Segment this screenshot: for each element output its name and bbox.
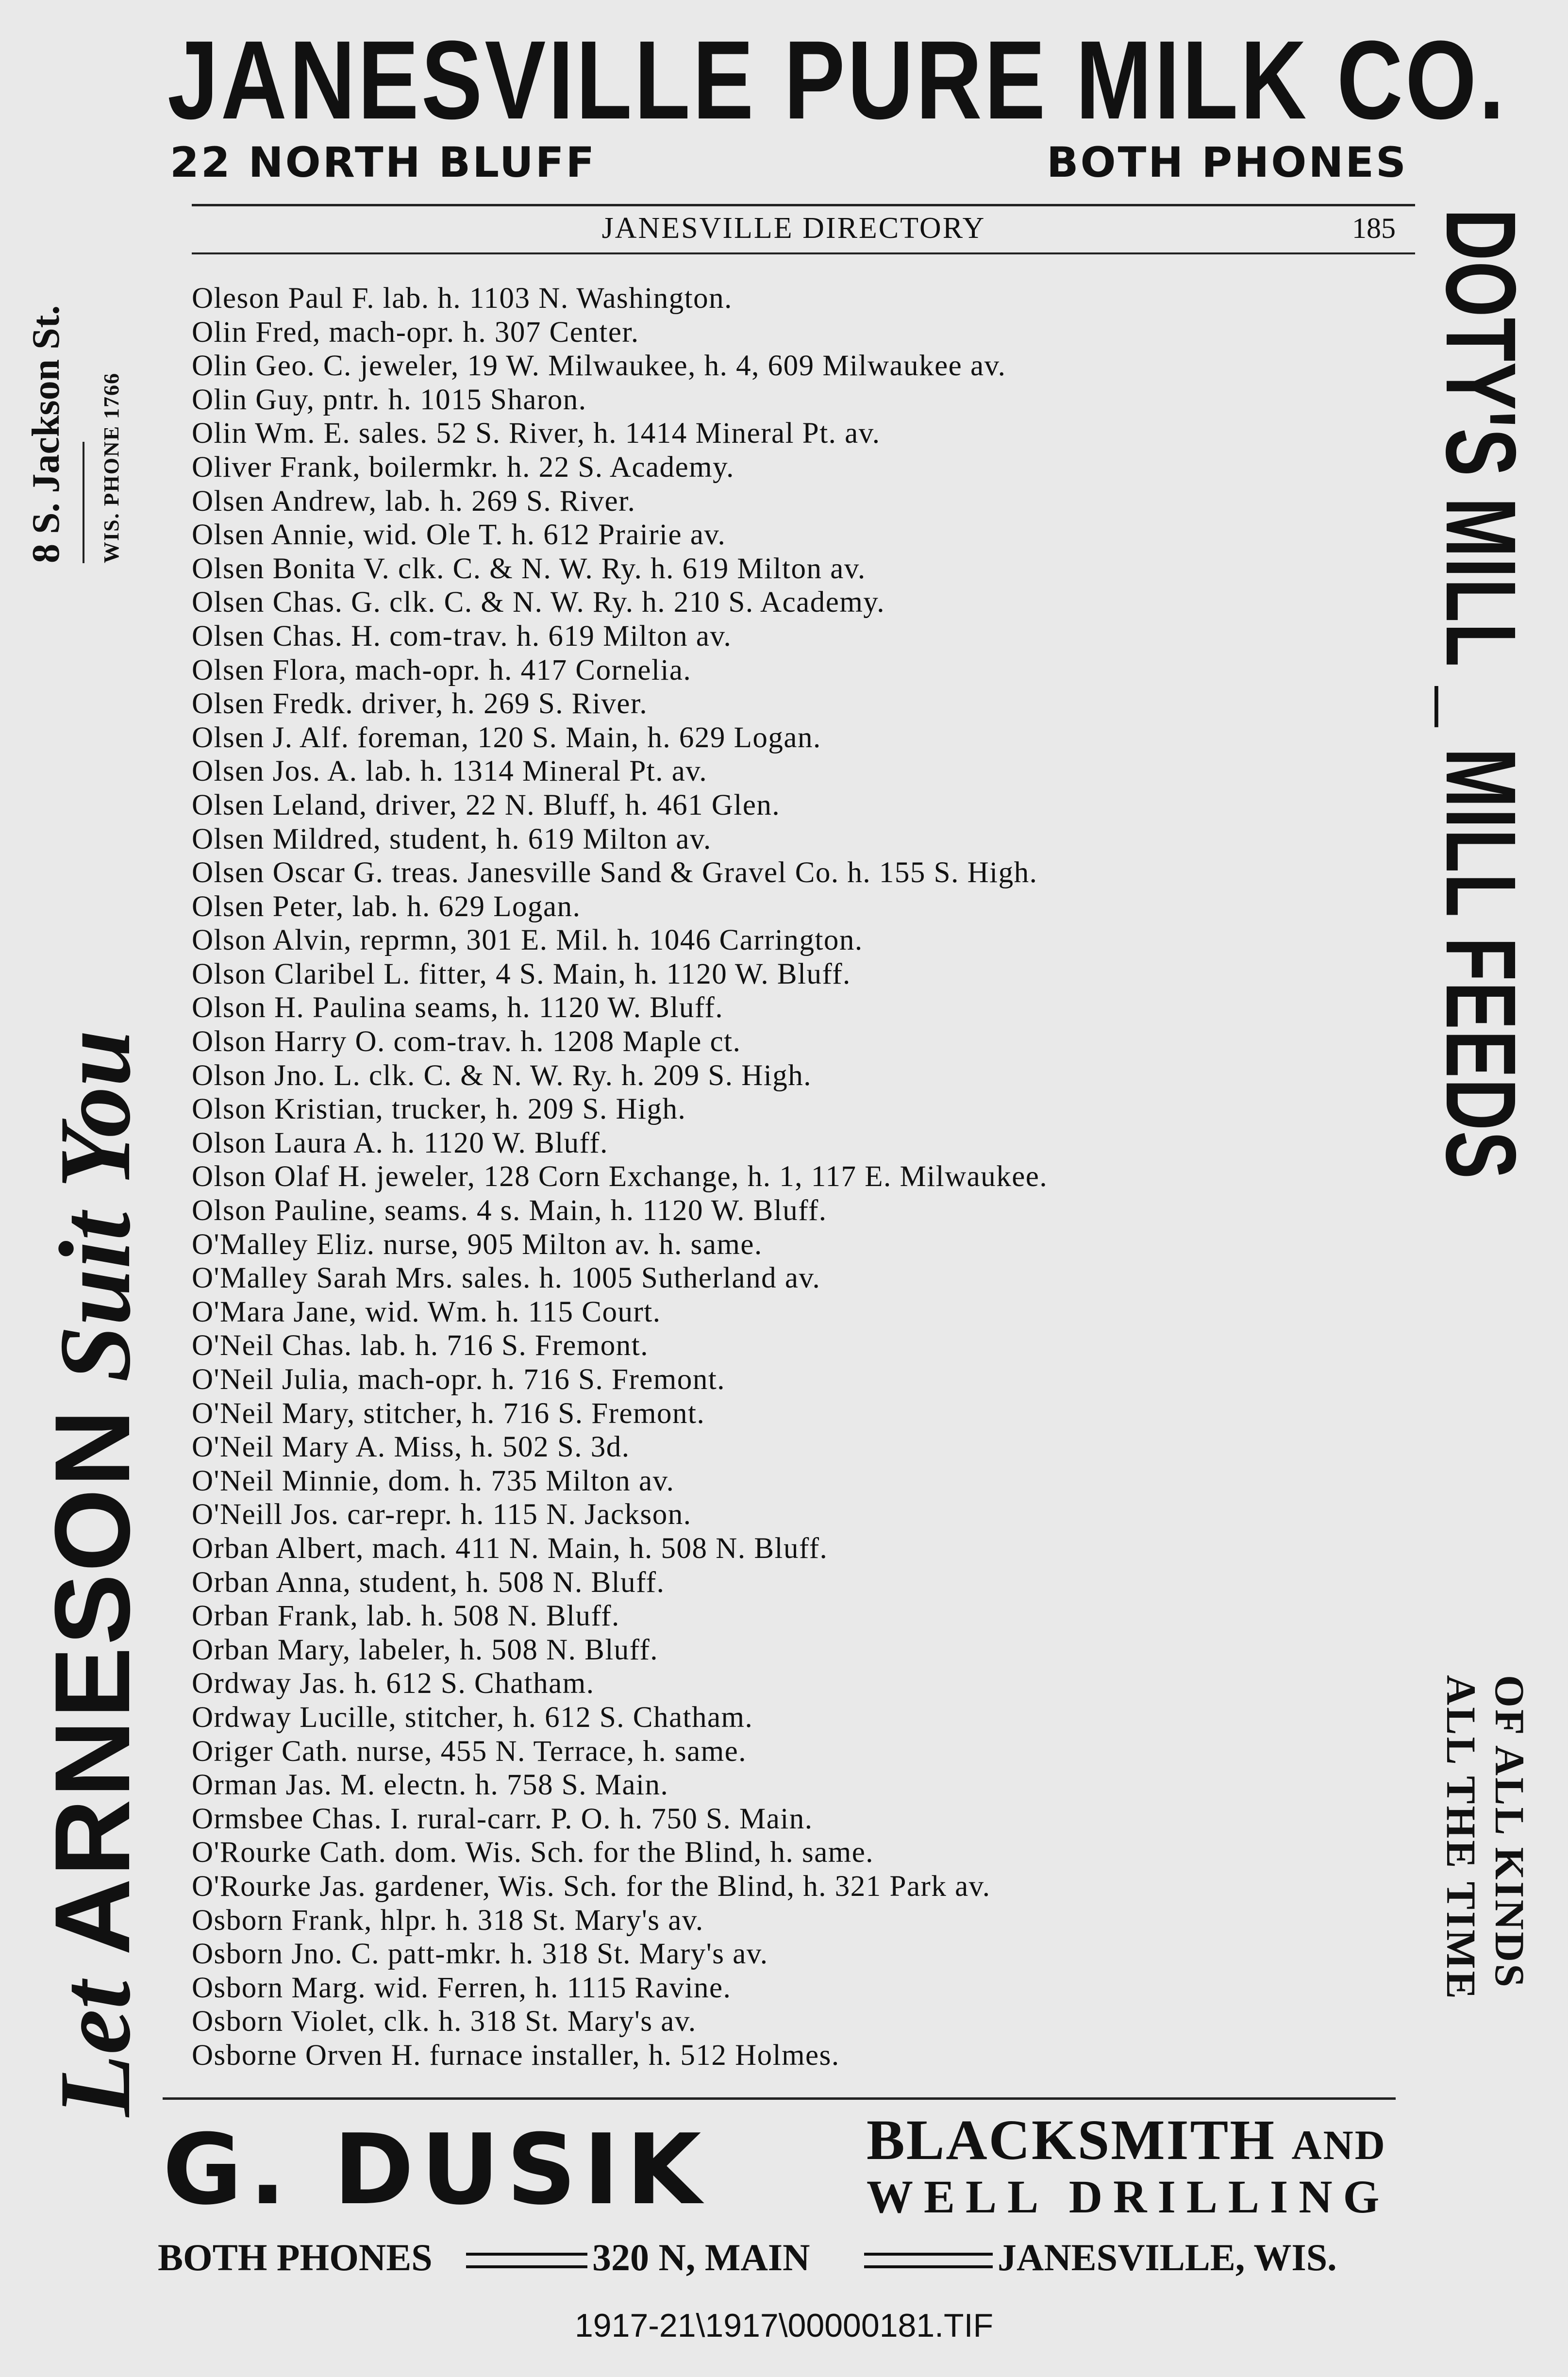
directory-entry: Osborn Violet, clk. h. 318 St. Mary's av. (192, 2005, 697, 2038)
header-rule-top (192, 204, 1415, 206)
left-ad-let: Let (39, 1981, 151, 2117)
directory-entry: O'Rourke Jas. gardener, Wis. Sch. for the Blind, h. 321 Park av. (192, 1870, 991, 1903)
directory-entries (192, 282, 1405, 2072)
bottom-ad-city: JANESVILLE, WIS. (998, 2236, 1337, 2278)
directory-entry: Olsen Bonita V. clk. C. & N. W. Ry. h. 619 Milton av. (192, 552, 866, 585)
bottom-ad-blacksmith: BLACKSMITH (867, 2108, 1276, 2172)
directory-entry: Olin Wm. E. sales. 52 S. River, h. 1414 Mineral Pt. av. (192, 417, 881, 450)
directory-entry: Olsen Leland, driver, 22 N. Bluff, h. 461 Glen. (192, 788, 781, 821)
bottom-ad-and: AND (1291, 2122, 1386, 2168)
directory-entry: Ordway Lucille, stitcher, h. 612 S. Chatham. (192, 1701, 753, 1734)
directory-entry: Olsen Chas. G. clk. C. & N. W. Ry. h. 210 S. Academy. (192, 586, 885, 619)
directory-entry: Orman Jas. M. electn. h. 758 S. Main. (192, 1769, 669, 1802)
directory-title: JANESVILLE DIRECTORY (601, 212, 986, 245)
directory-entry: Olson Kristian, trucker, h. 209 S. High. (192, 1093, 686, 1126)
footer-double-rule-2 (864, 2253, 993, 2268)
directory-entry: Olson Jno. L. clk. C. & N. W. Ry. h. 209 S. High. (192, 1059, 812, 1092)
directory-entry: Orban Frank, lab. h. 508 N. Bluff. (192, 1600, 620, 1633)
directory-entry: Olsen Oscar G. treas. Janesville Sand & Gravel Co. h. 155 S. High. (192, 856, 1038, 889)
bottom-ad-phones: BOTH PHONES (158, 2236, 433, 2278)
top-ad-address: 22 NORTH BLUFF (170, 138, 597, 187)
footer-rule (163, 2097, 1396, 2100)
directory-entry: O'Neil Mary A. Miss, h. 502 S. 3d. (192, 1431, 630, 1464)
directory-entry: Olin Geo. C. jeweler, 19 W. Milwaukee, h. 4, 609 Milwaukee av. (192, 350, 1006, 383)
directory-entry: Oleson Paul F. lab. h. 1103 N. Washington. (192, 282, 733, 315)
directory-entry: Olin Fred, mach-opr. h. 307 Center. (192, 316, 639, 349)
directory-entry: Olson H. Paulina seams, h. 1120 W. Bluff. (192, 991, 724, 1024)
right-ad-main: DOTY'S MILL _ MILL FEEDS (1425, 209, 1536, 1180)
directory-entry: Olsen Flora, mach-opr. h. 417 Cornelia. (192, 653, 692, 686)
top-ad-phones: BOTH PHONES (1046, 138, 1408, 187)
left-ad-tagline: Suit You (39, 1030, 151, 1383)
directory-entry: O'Malley Eliz. nurse, 905 Milton av. h. same. (192, 1228, 763, 1261)
directory-entry: Olsen Jos. A. lab. h. 1314 Mineral Pt. av. (192, 755, 708, 788)
directory-entry: Ormsbee Chas. I. rural-carr. P. O. h. 750 S. Main. (192, 1802, 813, 1835)
directory-entry: Olson Claribel L. fitter, 4 S. Main, h. 1120 W. Bluff. (192, 957, 851, 990)
left-ad-name: ARNESON (33, 1407, 152, 1956)
file-caption: 1917-21\1917\00000181.TIF (574, 2307, 994, 2344)
directory-entry: Olsen Andrew, lab. h. 269 S. River. (192, 485, 636, 518)
directory-entry: Osborne Orven H. furnace installer, h. 512 Holmes. (192, 2039, 840, 2072)
directory-entry: Origer Cath. nurse, 455 N. Terrace, h. same. (192, 1735, 747, 1768)
directory-entry: Olin Guy, pntr. h. 1015 Sharon. (192, 383, 587, 416)
directory-entry: Orban Mary, labeler, h. 508 N. Bluff. (192, 1633, 659, 1666)
directory-entry: Osborn Frank, hlpr. h. 318 St. Mary's av. (192, 1904, 704, 1937)
directory-entry: Ordway Jas. h. 612 S. Chatham. (192, 1667, 595, 1700)
directory-entry: Olsen Chas. H. com-trav. h. 619 Milton av. (192, 619, 732, 653)
directory-entry: O'Neil Minnie, dom. h. 735 Milton av. (192, 1464, 675, 1497)
directory-entry: Olson Harry O. com-trav. h. 1208 Maple ct. (192, 1025, 741, 1058)
directory-entry: O'Neill Jos. car-repr. h. 115 N. Jackson. (192, 1498, 692, 1531)
bottom-ad-address: 320 N, MAIN (592, 2236, 810, 2278)
running-header (192, 209, 1396, 248)
directory-entry: O'Neil Mary, stitcher, h. 716 S. Fremont. (192, 1397, 705, 1430)
page-number: 185 (1352, 212, 1396, 244)
directory-entry: O'Malley Sarah Mrs. sales. h. 1005 Sutherland av. (192, 1262, 821, 1295)
directory-entry: O'Neil Julia, mach-opr. h. 716 S. Fremont. (192, 1363, 726, 1396)
directory-entry: Olsen Mildred, student, h. 619 Milton av. (192, 822, 712, 855)
directory-entry: Osborn Marg. wid. Ferren, h. 1115 Ravine. (192, 1971, 732, 2004)
left-ad-slogan (33, 1030, 152, 2117)
bottom-ad-name: G. DUSIK (163, 2113, 708, 2226)
directory-entry: Olson Alvin, reprmn, 301 E. Mil. h. 1046 Carrington. (192, 924, 863, 957)
directory-entry: O'Mara Jane, wid. Wm. h. 115 Court. (192, 1295, 661, 1328)
left-ad-phone: WIS. PHONE 1766 (100, 372, 123, 563)
right-ad-line-2: ALL THE TIME (1438, 1675, 1485, 2001)
directory-entry: Oliver Frank, boilermkr. h. 22 S. Academy. (192, 451, 734, 484)
directory-entry: Olsen Annie, wid. Ole T. h. 612 Prairie av. (192, 519, 726, 552)
directory-entry: Orban Anna, student, h. 508 N. Bluff. (192, 1566, 665, 1599)
directory-entry: Orban Albert, mach. 411 N. Main, h. 508 N. Bluff. (192, 1532, 828, 1565)
directory-entry: Olson Laura A. h. 1120 W. Bluff. (192, 1126, 608, 1159)
directory-entry: Olsen Fredk. driver, h. 269 S. River. (192, 687, 648, 720)
directory-entry: Olsen J. Alf. foreman, 120 S. Main, h. 629 Logan. (192, 721, 821, 754)
directory-entry: O'Neil Chas. lab. h. 716 S. Fremont. (192, 1329, 649, 1362)
directory-entry: Osborn Jno. C. patt-mkr. h. 318 St. Mary's av. (192, 1938, 768, 1971)
bottom-ad-footer (158, 2233, 1410, 2282)
left-side-ad (19, 223, 165, 2117)
top-ad-title: JANESVILLE PURE MILK CO. (167, 17, 1507, 142)
header-rule-bottom (192, 252, 1415, 254)
left-ad-divider (83, 442, 84, 563)
directory-entry: Olson Pauline, seams. 4 s. Main, h. 1120 W. Bluff. (192, 1194, 827, 1227)
bottom-ad-line-2: WELL DRILLING (867, 2171, 1390, 2223)
footer-double-rule-1 (466, 2253, 587, 2268)
directory-entry: Olson Olaf H. jeweler, 128 Corn Exchange, h. 1, 117 E. Milwaukee. (192, 1160, 1048, 1193)
bottom-ad-line-1 (867, 2109, 1386, 2176)
directory-entry: Olsen Peter, lab. h. 629 Logan. (192, 890, 581, 923)
right-side-ad (1393, 209, 1539, 2102)
left-ad-address: 8 S. Jackson St. (25, 305, 67, 563)
directory-entry: O'Rourke Cath. dom. Wis. Sch. for the Blind, h. same. (192, 1836, 874, 1869)
right-ad-line-1: OF ALL KINDS (1486, 1675, 1533, 1989)
